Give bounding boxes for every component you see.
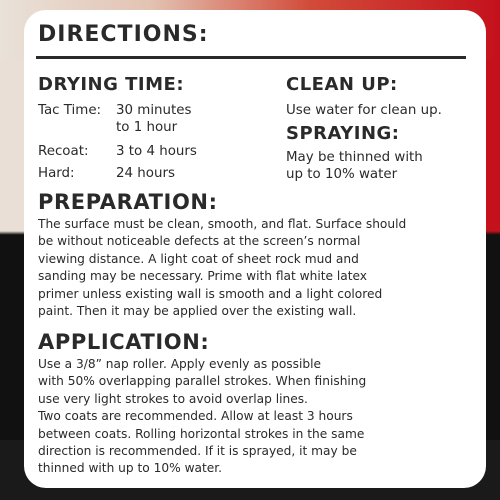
application-line: Use a 3/8” nap roller. Apply evenly as possible	[38, 357, 321, 371]
preparation-line: paint. Then it may be applied over the existing wall.	[38, 304, 357, 319]
recoat-value: 3 to 4 hours	[116, 144, 197, 159]
application-line: with 50% overlapping parallel strokes. When finishing	[38, 374, 367, 389]
tac-time-value-1: 30 minutes	[116, 103, 192, 118]
preparation-heading: PREPARATION:	[38, 190, 218, 214]
preparation-line: viewing distance. A light coat of sheet rock mud and	[38, 251, 359, 266]
application-line: use very light strokes to avoid overlap lines.	[38, 391, 308, 406]
tac-time-value-2: to 1 hour	[116, 120, 178, 135]
preparation-line: The surface must be clean, smooth, and flat. Surface should	[38, 217, 407, 231]
title-underline	[36, 56, 466, 59]
drying-time-heading: DRYING TIME:	[38, 74, 185, 95]
application-line: Two coats are recommended. Allow at least 3 hours	[38, 409, 353, 424]
spraying-heading: SPRAYING:	[286, 123, 400, 144]
application-heading: APPLICATION:	[38, 330, 210, 354]
clean-up-heading: CLEAN UP:	[286, 74, 398, 95]
recoat-label: Recoat:	[38, 144, 89, 159]
page-title: DIRECTIONS:	[38, 22, 209, 47]
spraying-line-1: May be thinned with	[286, 150, 423, 165]
spraying-line-2: up to 10% water	[286, 167, 398, 182]
clean-up-text: Use water for clean up.	[286, 103, 442, 118]
preparation-line: sanding may be necessary. Prime with flat white latex	[38, 269, 368, 284]
application-text	[38, 356, 478, 478]
application-line: direction is recommended. If it is sprayed, it may be	[38, 444, 357, 459]
preparation-line: primer unless existing wall is smooth and a light colored	[38, 286, 383, 301]
application-line: thinned with up to 10% water.	[38, 461, 223, 476]
application-line: between coats. Rolling horizontal strokes in the same	[38, 426, 365, 441]
preparation-line: be without noticeable defects at the screen’s normal	[38, 234, 361, 249]
hard-value: 24 hours	[116, 166, 175, 181]
hard-label: Hard:	[38, 166, 75, 181]
preparation-text	[38, 216, 478, 320]
directions-card	[24, 10, 486, 488]
tac-time-label: Tac Time:	[38, 103, 102, 118]
